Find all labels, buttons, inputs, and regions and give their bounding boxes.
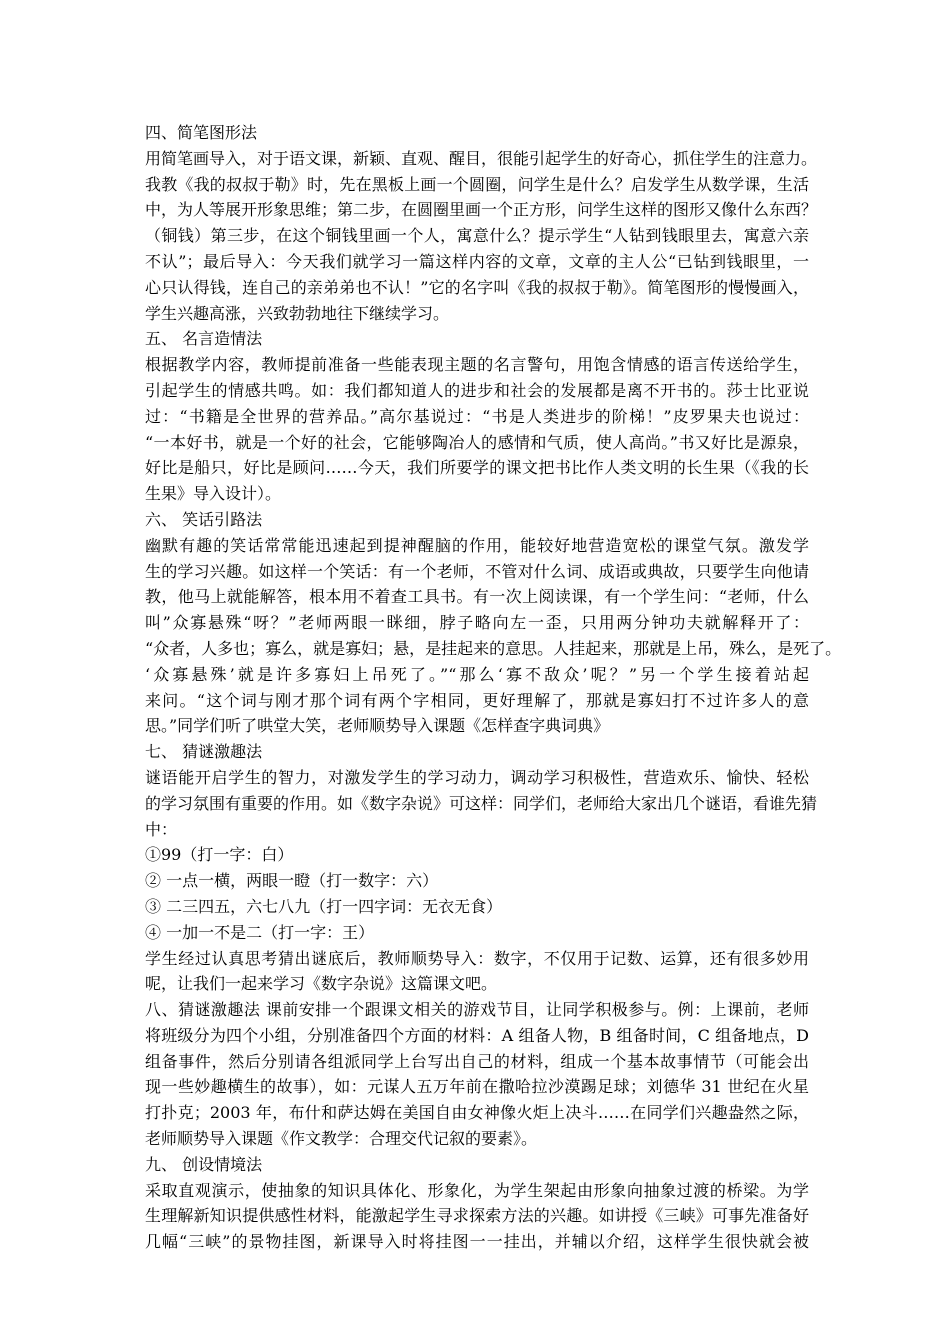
text-line: 采取直观演示，使抽象的知识具体化、形象化，为学生架起由形象向抽象过渡的桥梁。为学	[145, 1180, 809, 1200]
text-line: 的学习氛围有重要的作用。如《数字杂说》可这样：同学们，老师给大家出几个谜语，看谁先猜	[145, 793, 818, 813]
text-line: 来问。“这个词与刚才那个词有两个字相同，更好理解了，那就是寡妇打不过许多人的意	[145, 690, 809, 710]
text-line: “众者，人多也；寡么，就是寡妇；悬，是挂起来的意思。人挂起来，那就是上吊，殊么，是死了。	[145, 638, 842, 658]
text-line: 七、 猜谜激趣法	[145, 742, 263, 762]
text-line: 根据教学内容，教师提前准备一些能表现主题的名言警句，用饱含情感的语言传送给学生，	[145, 355, 809, 375]
text-line: （铜钱）第三步，在这个铜钱里画一个人，寓意什么？提示学生“人钻到钱眼里去，寓意六亲	[145, 226, 809, 246]
text-line: 不认”；最后导入：今天我们就学习一篇这样内容的文章，文章的主人公“已钻到钱眼里，一	[145, 251, 809, 271]
text-line: 生的学习兴趣。如这样一个笑话：有一个老师，不管对什么词、成语或典故，只要学生向他请	[145, 561, 809, 581]
text-line: 几幅“三峡”的景物挂图，新课导入时将挂图一一挂出，并辅以介绍，这样学生很快就会被	[145, 1232, 809, 1252]
text-line: ③ 二三四五，六七八九（打一四字词：无衣无食）	[145, 896, 503, 916]
text-line: 教，他马上就能解答，根本用不着查工具书。有一次上阅读课，有一个学生问：“老师，什么	[145, 587, 809, 607]
text-line: 引起学生的情感共鸣。如：我们都知道人的进步和社会的发展都是离不开书的。莎士比亚说	[145, 380, 809, 400]
text-line: ①99（打一字：白）	[145, 845, 294, 865]
text-line: 心只认得钱，连自己的亲弟弟也不认！”它的名字叫《我的叔叔于勒》。简笔图形的慢慢画入，	[145, 277, 809, 297]
text-line: 四、简笔图形法	[145, 123, 258, 142]
text-line: 过：“书籍是全世界的营养品。”高尔基说过：“书是人类进步的阶梯！”皮罗果夫也说过：	[145, 406, 809, 426]
text-line: 谜语能开启学生的智力，对激发学生的学习动力，调动学习积极性，营造欢乐、愉快、轻松	[145, 767, 809, 787]
text-line: 八、猜谜激趣法 课前安排一个跟课文相关的游戏节目，让同学积极参与。例：上课前，老师	[145, 1000, 809, 1020]
text-line: 学生兴趣高涨，兴致勃勃地往下继续学习。	[145, 303, 450, 323]
text-line: 叫”众寡悬殊“呀？”老师两眼一眯细，脖子略向左一歪，只用两分钟功夫就解释开了：	[145, 613, 809, 633]
text-line: 用简笔画导入，对于语文课，新颖、直观、醒目，很能引起学生的好奇心，抓住学生的注意力。	[145, 148, 818, 168]
text-line: 中，为人等展开形象思维；第二步，在圆圈里画一个正方形，问学生这样的图形又像什么东西？	[145, 200, 818, 220]
text-line: 九、 创设情境法	[145, 1154, 263, 1174]
text-line: 幽默有趣的笑话常常能迅速起到提神醒脑的作用，能较好地营造宽松的课堂气氛。激发学	[145, 535, 809, 555]
text-line: 学生经过认真思考猜出谜底后，教师顺势导入：数字，不仅用于记数、运算，还有很多妙用	[145, 948, 809, 968]
text-line: 组备事件，然后分别请各组派同学上台写出自己的材料，组成一个基本故事情节（可能会出	[145, 1051, 809, 1071]
text-line: 生果》导入设计）。	[145, 484, 282, 504]
text-line: ‘众寡悬殊’就是许多寡妇上吊死了。”“那么‘寡不敌众’呢？”另一个学生接着站起	[145, 664, 809, 684]
text-line: “一本好书，就是一个好的社会，它能够陶冶人的感情和气质，使人高尚。”书又好比是源泉，	[145, 432, 809, 452]
text-line: 现一些妙趣横生的故事），如：元谋人五万年前在撒哈拉沙漠踢足球；刘德华 31 世纪在火星	[145, 1077, 809, 1097]
text-line: 生理解新知识提供感性材料，能激起学生寻求探索方法的兴趣。如讲授《三峡》可事先准备好	[145, 1206, 809, 1226]
text-line: ④ 一加一不是二（打一字：王）	[145, 922, 375, 942]
text-line: 我教《我的叔叔于勒》时，先在黑板上画一个圆圈，问学生是什么？启发学生从数学课，生活	[145, 174, 809, 194]
text-line: 老师顺势导入课题《作文教学：合理交代记叙的要素》。	[145, 1129, 538, 1149]
text-line: 好比是船只，好比是顾问……今天，我们所要学的课文把书比作人类文明的长生果（《我的长	[145, 458, 809, 478]
text-line: 思。”同学们听了哄堂大笑，老师顺势导入课题《怎样查字典词典》	[145, 716, 610, 736]
text-line: 中：	[145, 819, 178, 839]
text-line: 六、 笑话引路法	[145, 509, 263, 529]
text-line: 五、 名言造情法	[145, 329, 263, 349]
text-line: 呢，让我们一起来学习《数字杂说》这篇课文吧。	[145, 974, 498, 994]
document-page	[145, 120, 842, 1255]
text-line: ② 一点一横，两眼一瞪（打一数字：六）	[145, 871, 439, 891]
text-line: 将班级分为四个小组，分别准备四个方面的材料：A 组备人物，B 组备时间，C 组备地点，D	[145, 1025, 809, 1045]
text-line: 打扑克；2003 年，布什和萨达姆在美国自由女神像火炬上决斗……在同学们兴趣盎然之际，	[145, 1103, 809, 1123]
